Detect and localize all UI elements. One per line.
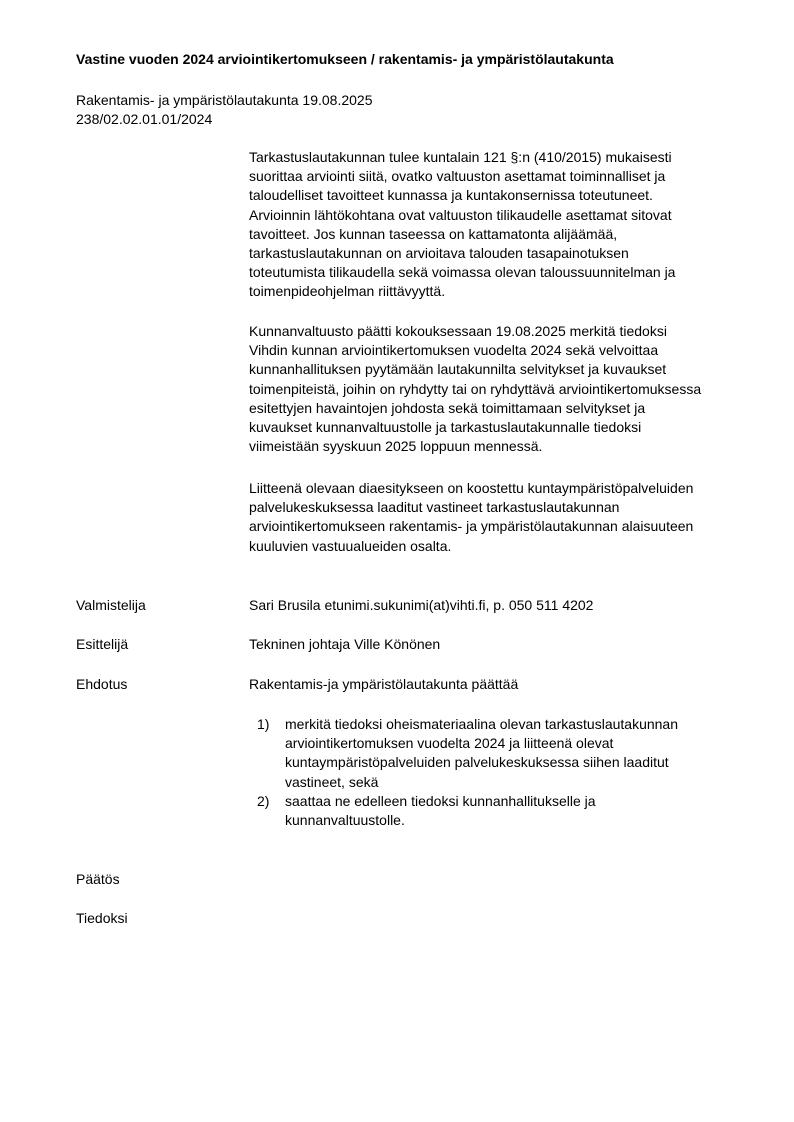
text-line: toimenpideohjelman riittävyyttä. [249,283,446,300]
text-line: Liitteenä olevaan diaesitykseen on koostettu kuntaympäristöpalveluiden [249,480,694,496]
meeting-info [76,91,373,129]
text-line: suorittaa arviointi siitä, ovatko valtuuston asettamat toiminnalliset ja [249,168,666,185]
list-item [249,715,749,792]
paragraph-2 [249,322,749,456]
text-line: merkitä tiedoksi oheismateriaalina olevan tarkastuslautakunnan [285,716,678,732]
list-number: 1) [257,716,270,732]
text-line: Vihdin kunnan arviointikertomuksen vuodelta 2024 sekä velvoittaa [249,342,659,359]
text-line: vastineet, sekä [285,773,379,790]
text-line: Arvioinnin lähtökohtana ovat valtuuston tilikaudelle asettamat sitovat [249,206,672,223]
ehdotus-label: Ehdotus [76,676,128,692]
tiedoksi-label: Tiedoksi [76,910,128,926]
text-line: Kunnanvaltuusto päätti kokouksessaan 19.08.2025 merkitä tiedoksi [249,323,667,339]
text-line: Tarkastuslautakunnan tulee kuntalain 121 §:n (410/2015) mukaisesti [249,149,672,165]
esittelija-label: Esittelijä [76,636,129,652]
text-line: kuvaukset kunnanvaltuustolle ja tarkastuslautakunnalle tiedoksi [249,419,642,436]
text-line: tavoitteet. Jos kunnan taseessa on kattamatonta alijäämää, [249,225,618,242]
text-line: kunnanhallituksen pyytämään lautakunnilta selvitykset ja kuvaukset [249,361,667,378]
text-line: kunnanvaltuustolle. [285,812,405,829]
paatos-label: Päätös [76,871,120,887]
paragraph-3 [249,479,749,556]
text-line: toteutumista tilikaudella sekä voimassa olevan taloussuunnitelman ja [249,264,676,281]
list-item-text [285,715,749,792]
text-line: viimeistään syyskuun 2025 loppuun mennessä. [249,438,543,455]
paragraph-1 [249,148,749,302]
list-number: 2) [257,792,270,809]
text-line: palvelukeskuksessa laaditut vastineet tarkastuslautakunnan [249,499,620,516]
meeting-board-date: Rakentamis- ja ympäristölautakunta 19.08.2025 [76,92,373,108]
valmistelija-label: Valmistelija [76,597,146,613]
ehdotus-value: Rakentamis-ja ympäristölautakunta päättää [249,676,519,692]
text-line: saattaa ne edelleen tiedoksi kunnanhallitukselle ja [285,792,596,809]
document-title: Vastine vuoden 2024 arviointikertomukseen / rakentamis- ja ympäristölautakunta [76,51,614,67]
text-line: arviointikertomukseen rakentamis- ja ympäristölautakunnan alaisuuteen [249,518,694,535]
esittelija-value: Tekninen johtaja Ville Könönen [249,636,441,652]
valmistelija-value: Sari Brusila etunimi.sukunimi(at)vihti.fi, p. 050 511 4202 [249,597,594,613]
text-line: esitettyjen havaintojen johdosta sekä toimittamaan selvitykset ja [249,399,646,416]
decision-list [249,715,749,830]
text-line: kuntaympäristöpalveluiden palvelukeskuksessa siihen laaditut [285,754,669,771]
case-number: 238/02.02.01.01/2024 [76,111,213,127]
list-item [249,792,749,830]
text-line: toimenpiteistä, joihin on ryhdytty tai on ryhdyttävä arviointikertomuksessa [249,380,702,397]
text-line: arviointikertomuksen vuodelta 2024 ja liitteenä olevat [285,735,614,752]
text-line: tarkastuslautakunnan on arvioitava talouden tasapainotuksen [249,245,629,262]
text-line: kuuluvien vastuualueiden osalta. [249,537,452,554]
list-item-text [285,792,749,830]
text-line: taloudelliset tavoitteet kunnassa ja kuntakonsernissa toteutuneet. [249,187,653,204]
